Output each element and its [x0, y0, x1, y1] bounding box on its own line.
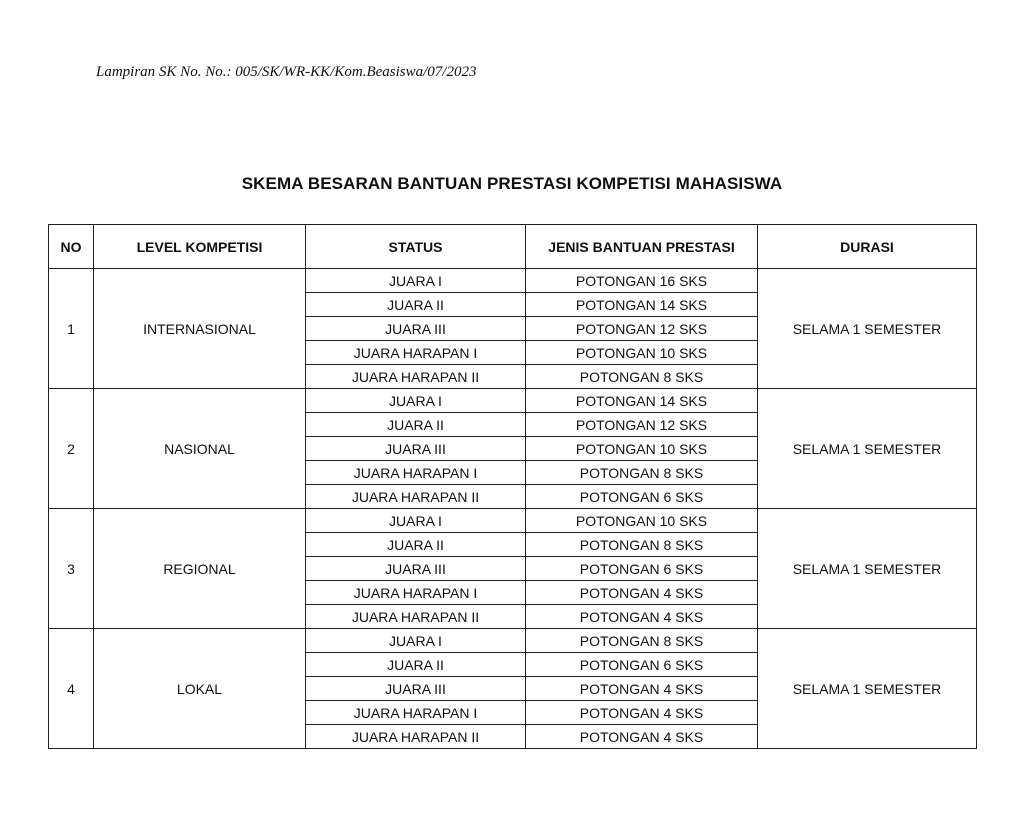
cell-jenis: POTONGAN 8 SKS: [526, 365, 758, 389]
header-jenis: JENIS BANTUAN PRESTASI: [526, 225, 758, 269]
cell-level: REGIONAL: [94, 509, 306, 629]
cell-no: 3: [49, 509, 94, 629]
cell-status: JUARA HARAPAN II: [306, 605, 526, 629]
cell-jenis: POTONGAN 12 SKS: [526, 317, 758, 341]
cell-jenis: POTONGAN 10 SKS: [526, 341, 758, 365]
document-title: SKEMA BESARAN BANTUAN PRESTASI KOMPETISI MAHASISWA: [241, 174, 783, 193]
table-row: [49, 389, 977, 413]
cell-jenis: POTONGAN 4 SKS: [526, 581, 758, 605]
cell-durasi: SELAMA 1 SEMESTER: [758, 509, 977, 629]
scholarship-table: [48, 224, 977, 749]
cell-status: JUARA HARAPAN II: [306, 725, 526, 749]
cell-jenis: POTONGAN 4 SKS: [526, 701, 758, 725]
header-level: LEVEL KOMPETISI: [94, 225, 306, 269]
header-durasi: DURASI: [758, 225, 977, 269]
cell-jenis: POTONGAN 8 SKS: [526, 533, 758, 557]
cell-status: JUARA HARAPAN I: [306, 461, 526, 485]
cell-status: JUARA I: [306, 269, 526, 293]
cell-level: NASIONAL: [94, 389, 306, 509]
cell-jenis: POTONGAN 10 SKS: [526, 437, 758, 461]
header-status: STATUS: [306, 225, 526, 269]
cell-status: JUARA III: [306, 317, 526, 341]
cell-status: JUARA I: [306, 389, 526, 413]
cell-jenis: POTONGAN 6 SKS: [526, 557, 758, 581]
cell-jenis: POTONGAN 12 SKS: [526, 413, 758, 437]
table-row: [49, 269, 977, 293]
cell-status: JUARA HARAPAN II: [306, 365, 526, 389]
cell-jenis: POTONGAN 6 SKS: [526, 485, 758, 509]
cell-jenis: POTONGAN 16 SKS: [526, 269, 758, 293]
cell-status: JUARA HARAPAN I: [306, 341, 526, 365]
cell-status: JUARA HARAPAN II: [306, 485, 526, 509]
cell-status: JUARA III: [306, 557, 526, 581]
table-row: [49, 629, 977, 653]
cell-status: JUARA I: [306, 629, 526, 653]
cell-jenis: POTONGAN 8 SKS: [526, 629, 758, 653]
cell-status: JUARA III: [306, 437, 526, 461]
cell-no: 4: [49, 629, 94, 749]
cell-jenis: POTONGAN 4 SKS: [526, 605, 758, 629]
cell-status: JUARA I: [306, 509, 526, 533]
cell-status: JUARA II: [306, 533, 526, 557]
cell-durasi: SELAMA 1 SEMESTER: [758, 389, 977, 509]
cell-status: JUARA II: [306, 653, 526, 677]
cell-jenis: POTONGAN 14 SKS: [526, 389, 758, 413]
table-header-row: [49, 225, 977, 269]
cell-status: JUARA HARAPAN I: [306, 581, 526, 605]
document-reference: Lampiran SK No. No.: 005/SK/WR-KK/Kom.Beasiswa/07/2023: [96, 64, 477, 80]
cell-level: INTERNASIONAL: [94, 269, 306, 389]
cell-no: 2: [49, 389, 94, 509]
cell-status: JUARA III: [306, 677, 526, 701]
cell-status: JUARA HARAPAN I: [306, 701, 526, 725]
cell-no: 1: [49, 269, 94, 389]
cell-status: JUARA II: [306, 413, 526, 437]
cell-durasi: SELAMA 1 SEMESTER: [758, 269, 977, 389]
header-no: NO: [49, 225, 94, 269]
cell-status: JUARA II: [306, 293, 526, 317]
cell-jenis: POTONGAN 14 SKS: [526, 293, 758, 317]
cell-durasi: SELAMA 1 SEMESTER: [758, 629, 977, 749]
cell-jenis: POTONGAN 8 SKS: [526, 461, 758, 485]
cell-jenis: POTONGAN 4 SKS: [526, 725, 758, 749]
table-row: [49, 509, 977, 533]
cell-level: LOKAL: [94, 629, 306, 749]
cell-jenis: POTONGAN 6 SKS: [526, 653, 758, 677]
cell-jenis: POTONGAN 10 SKS: [526, 509, 758, 533]
cell-jenis: POTONGAN 4 SKS: [526, 677, 758, 701]
